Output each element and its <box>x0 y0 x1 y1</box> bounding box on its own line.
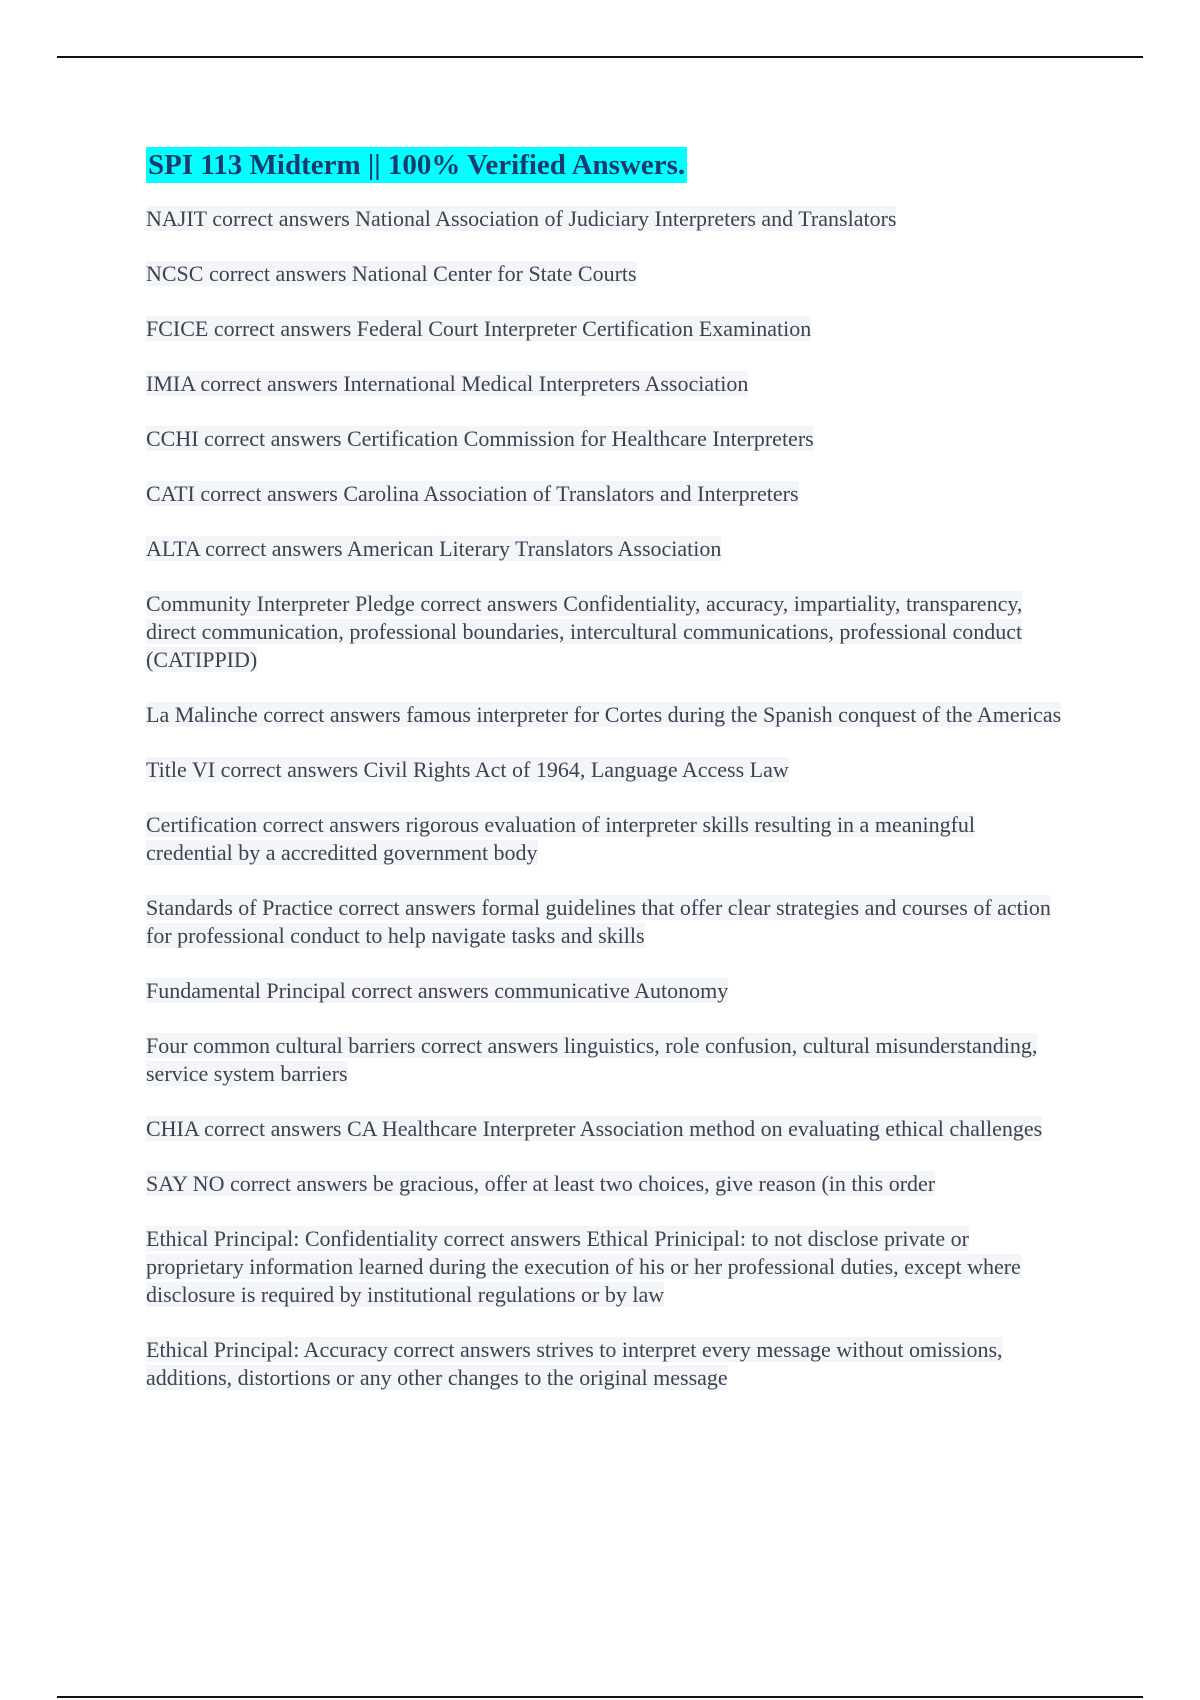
qa-item <box>146 756 1066 784</box>
qa-item <box>146 1115 1066 1143</box>
qa-text: NCSC correct answers National Center for State Courts <box>146 261 637 286</box>
qa-item <box>146 205 1066 233</box>
qa-text: Community Interpreter Pledge correct answers Confidentiality, accuracy, impartiality, transparency, direct communication, professional boundaries, intercultural communications, professional conduct (CATIPPID) <box>146 591 1023 672</box>
qa-text: CATI correct answers Carolina Association of Translators and Interpreters <box>146 481 799 506</box>
qa-item <box>146 1170 1066 1198</box>
footer-rule <box>57 1696 1143 1698</box>
qa-text: Ethical Principal: Confidentiality correct answers Ethical Prinicipal: to not disclose private or proprietary information learned during the execution of his or her professional duties, except where disclosure is required by institutional regulations or by law <box>146 1226 1021 1307</box>
qa-text: SAY NO correct answers be gracious, offer at least two choices, give reason (in this order <box>146 1171 936 1196</box>
qa-text: ALTA correct answers American Literary Translators Association <box>146 536 722 561</box>
page-title: SPI 113 Midterm || 100% Verified Answers. <box>148 149 686 181</box>
qa-item <box>146 425 1066 453</box>
qa-text: Fundamental Principal correct answers communicative Autonomy <box>146 978 729 1003</box>
qa-text: CCHI correct answers Certification Commission for Healthcare Interpreters <box>146 426 814 451</box>
qa-item <box>146 370 1066 398</box>
qa-text: IMIA correct answers International Medical Interpreters Association <box>146 371 749 396</box>
qa-item <box>146 480 1066 508</box>
qa-item <box>146 977 1066 1005</box>
qa-text: Certification correct answers rigorous evaluation of interpreter skills resulting in a meaningful credential by a accreditted government body <box>146 812 976 865</box>
qa-item <box>146 260 1066 288</box>
qa-text: La Malinche correct answers famous interpreter for Cortes during the Spanish conquest of the Americas <box>146 702 1062 727</box>
qa-item <box>146 1336 1066 1392</box>
qa-text: Standards of Practice correct answers formal guidelines that offer clear strategies and courses of action for professional conduct to help navigate tasks and skills <box>146 895 1051 948</box>
qa-text: Four common cultural barriers correct answers linguistics, role confusion, cultural misunderstanding, service system barriers <box>146 1033 1038 1086</box>
qa-text: FCICE correct answers Federal Court Interpreter Certification Examination <box>146 316 812 341</box>
qa-item <box>146 1032 1066 1088</box>
qa-text: CHIA correct answers CA Healthcare Interpreter Association method on evaluating ethical challenges <box>146 1116 1043 1141</box>
qa-text: Ethical Principal: Accuracy correct answers strives to interpret every message without omissions, additions, distortions or any other changes to the original message <box>146 1337 1003 1390</box>
qa-item <box>146 811 1066 867</box>
qa-item <box>146 315 1066 343</box>
qa-text: Title VI correct answers Civil Rights Act of 1964, Language Access Law <box>146 757 789 782</box>
qa-text: NAJIT correct answers National Association of Judiciary Interpreters and Translators <box>146 206 897 231</box>
qa-item <box>146 1225 1066 1309</box>
qa-item <box>146 701 1066 729</box>
qa-item <box>146 590 1066 674</box>
qa-item <box>146 535 1066 563</box>
header-rule <box>57 56 1143 58</box>
document-body <box>146 147 1066 1419</box>
qa-item <box>146 894 1066 950</box>
